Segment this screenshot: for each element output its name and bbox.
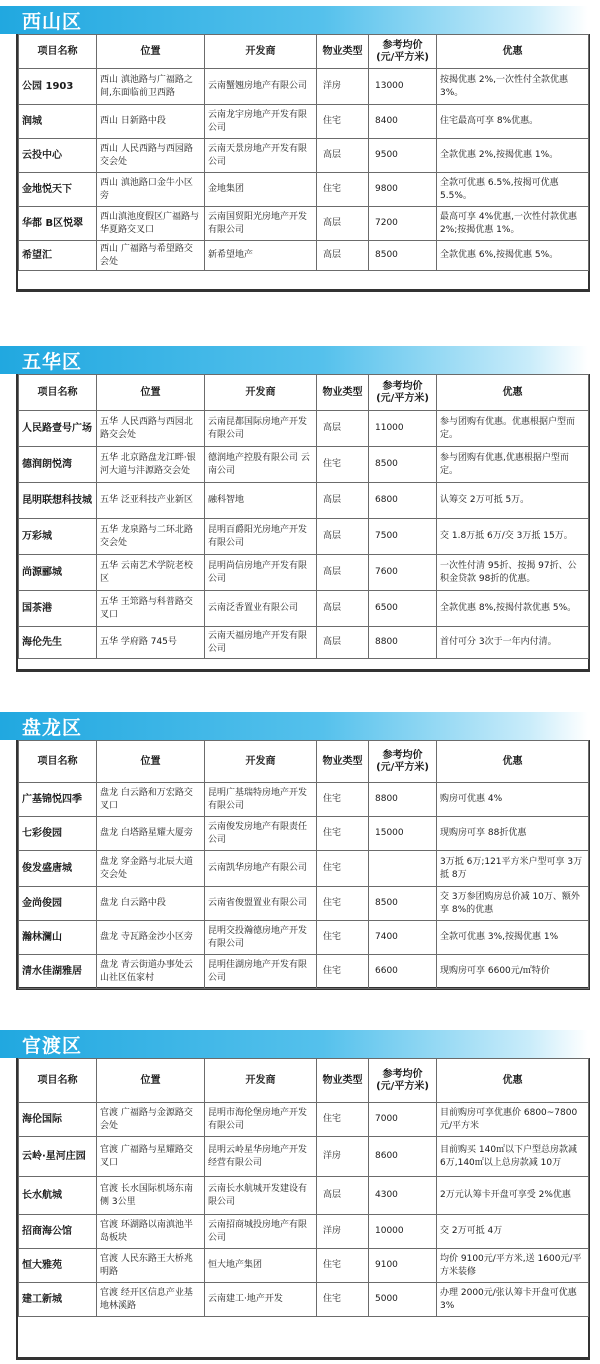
project-name-cell: 金地悦天下 — [19, 173, 97, 207]
reference-price-cell: 6500 — [369, 591, 437, 627]
reference-price-cell: 15000 — [369, 817, 437, 851]
header-developer: 开发商 — [205, 375, 317, 411]
section-banner — [0, 6, 588, 34]
developer-cell: 云南昆都国际房地产开发有限公司 — [205, 411, 317, 447]
table-row — [19, 69, 589, 105]
table-row — [19, 591, 589, 627]
table-frame — [16, 1058, 590, 1360]
reference-price-cell: 9800 — [369, 173, 437, 207]
table-row — [19, 955, 589, 989]
property-type-cell: 高层 — [317, 1177, 369, 1215]
header-project-name: 项目名称 — [19, 1059, 97, 1103]
project-name-cell: 长水航城 — [19, 1177, 97, 1215]
property-type-cell: 住宅 — [317, 921, 369, 955]
reference-price-cell: 7600 — [369, 555, 437, 591]
developer-cell: 新希望地产 — [205, 241, 317, 271]
header-location: 位置 — [97, 1059, 205, 1103]
location-cell: 西山滇池度假区广福路与华夏路交叉口 — [97, 207, 205, 241]
project-name-cell: 广基锦悦四季 — [19, 783, 97, 817]
reference-price-cell: 8800 — [369, 627, 437, 659]
table-row — [19, 519, 589, 555]
reference-price-cell: 6600 — [369, 955, 437, 989]
table-row — [19, 555, 589, 591]
reference-price-cell: 13000 — [369, 69, 437, 105]
table-row — [19, 1137, 589, 1177]
developer-cell: 云南龙宇房地产开发有限公司 — [205, 105, 317, 139]
developer-cell: 云南蟹翘房地产有限公司 — [205, 69, 317, 105]
property-type-cell: 高层 — [317, 519, 369, 555]
project-table — [18, 374, 589, 659]
project-name-cell: 润城 — [19, 105, 97, 139]
reference-price-cell: 4300 — [369, 1177, 437, 1215]
project-name-cell: 云岭·星河庄园 — [19, 1137, 97, 1177]
table-row — [19, 241, 589, 271]
header-reference-price: 参考均价 (元/平方米) — [369, 35, 437, 69]
location-cell: 五华 王筇路与科普路交叉口 — [97, 591, 205, 627]
location-cell: 盘龙 白云路中段 — [97, 887, 205, 921]
header-developer: 开发商 — [205, 35, 317, 69]
table-row — [19, 627, 589, 659]
property-type-cell: 住宅 — [317, 817, 369, 851]
promotion-cell: 现购房可享 88折优惠 — [437, 817, 589, 851]
promotion-cell: 住宅最高可享 8%优惠。 — [437, 105, 589, 139]
location-cell: 官渡 经开区信息产业基地林溪路 — [97, 1283, 205, 1317]
location-cell: 五华 云南艺术学院老校区 — [97, 555, 205, 591]
section-banner — [0, 712, 588, 740]
reference-price-cell: 11000 — [369, 411, 437, 447]
developer-cell: 云南省俊盟置业有限公司 — [205, 887, 317, 921]
section-guandu — [0, 1030, 600, 1311]
developer-cell: 昆明交投瀚德房地产开发有限公司 — [205, 921, 317, 955]
reference-price-cell: 5000 — [369, 1283, 437, 1317]
developer-cell: 昆明广基瑞特房地产开发有限公司 — [205, 783, 317, 817]
header-promotion: 优惠 — [437, 1059, 589, 1103]
promotion-cell: 购房可优惠 4% — [437, 783, 589, 817]
table-row — [19, 1249, 589, 1283]
table-row — [19, 139, 589, 173]
project-name-cell: 恒大雅苑 — [19, 1249, 97, 1283]
property-type-cell: 高层 — [317, 483, 369, 519]
project-name-cell: 华都 B区悦翠 — [19, 207, 97, 241]
reference-price-cell: 8500 — [369, 447, 437, 483]
table-frame — [16, 34, 590, 292]
location-cell: 西山 滇池路与广福路之间,东面临前卫西路 — [97, 69, 205, 105]
promotion-cell: 一次性付清 95折、按揭 97折、公积金贷款 98折的优惠。 — [437, 555, 589, 591]
header-property-type: 物业类型 — [317, 1059, 369, 1103]
table-header-row — [19, 741, 589, 783]
promotion-cell: 目前购买 140㎡以下户型总房款减 6万,140㎡以上总房款减 10万 — [437, 1137, 589, 1177]
promotion-cell: 全款优惠 8%,按揭付款优惠 5%。 — [437, 591, 589, 627]
promotion-cell: 认筹交 2万可抵 5万。 — [437, 483, 589, 519]
developer-cell: 融科智地 — [205, 483, 317, 519]
project-name-cell: 俊发盛唐城 — [19, 851, 97, 887]
promotion-cell: 现购房可享 6600元/㎡特价 — [437, 955, 589, 989]
developer-cell: 云南泛香置业有限公司 — [205, 591, 317, 627]
reference-price-cell: 8600 — [369, 1137, 437, 1177]
property-type-cell: 住宅 — [317, 105, 369, 139]
developer-cell: 云南俊发房地产有限责任公司 — [205, 817, 317, 851]
developer-cell: 恒大地产集团 — [205, 1249, 317, 1283]
header-location: 位置 — [97, 375, 205, 411]
property-type-cell: 洋房 — [317, 1137, 369, 1177]
promotion-cell: 参与团购有优惠,优惠根据户型而定。 — [437, 447, 589, 483]
location-cell: 盘龙 白塔路星耀大厦旁 — [97, 817, 205, 851]
location-cell: 官渡 人民东路王大桥兆明路 — [97, 1249, 205, 1283]
promotion-cell: 交 3万参团购房总价减 10万、额外享 8%的优惠 — [437, 887, 589, 921]
promotion-cell: 2万元认筹卡开盘可享受 2%优惠 — [437, 1177, 589, 1215]
property-type-cell: 住宅 — [317, 1283, 369, 1317]
table-row — [19, 1177, 589, 1215]
table-frame — [16, 740, 590, 990]
property-type-cell: 住宅 — [317, 851, 369, 887]
location-cell: 五华 北京路盘龙江畔·银河大道与沣源路交会处 — [97, 447, 205, 483]
developer-cell: 云南建工·地产开发 — [205, 1283, 317, 1317]
project-table — [18, 740, 589, 989]
header-project-name: 项目名称 — [19, 375, 97, 411]
header-promotion: 优惠 — [437, 375, 589, 411]
promotion-cell: 首付可分 3次于一年内付清。 — [437, 627, 589, 659]
header-property-type: 物业类型 — [317, 741, 369, 783]
table-row — [19, 207, 589, 241]
promotion-cell: 参与团购有优惠。优惠根据户型而定。 — [437, 411, 589, 447]
location-cell: 盘龙 穿金路与北辰大道交会处 — [97, 851, 205, 887]
header-project-name: 项目名称 — [19, 741, 97, 783]
project-name-cell: 云投中心 — [19, 139, 97, 173]
reference-price-cell: 8500 — [369, 887, 437, 921]
section-xishan — [0, 6, 600, 267]
project-table — [18, 34, 589, 271]
developer-cell: 昆明云岭星华房地产开发经营有限公司 — [205, 1137, 317, 1177]
table-row — [19, 1103, 589, 1137]
table-row — [19, 1215, 589, 1249]
header-developer: 开发商 — [205, 1059, 317, 1103]
promotion-cell: 3万抵 6万;121平方米户型可享 3万抵 8万 — [437, 851, 589, 887]
developer-cell: 云南凯华房地产有限公司 — [205, 851, 317, 887]
promotion-cell: 全款优惠 2%,按揭优惠 1%。 — [437, 139, 589, 173]
table-row — [19, 921, 589, 955]
table-row — [19, 447, 589, 483]
section-title: 五华区 — [22, 350, 83, 373]
developer-cell: 昆明百爵阳光房地产开发有限公司 — [205, 519, 317, 555]
promotion-cell: 全款优惠 6%,按揭优惠 5%。 — [437, 241, 589, 271]
project-name-cell: 清水佳湖雅居 — [19, 955, 97, 989]
property-type-cell: 住宅 — [317, 173, 369, 207]
property-type-cell: 洋房 — [317, 69, 369, 105]
location-cell: 五华 泛亚科技产业新区 — [97, 483, 205, 519]
table-row — [19, 887, 589, 921]
location-cell: 盘龙 青云街道办事处云山社区伍家村 — [97, 955, 205, 989]
developer-cell: 云南长水航城开发建设有限公司 — [205, 1177, 317, 1215]
reference-price-cell: 8800 — [369, 783, 437, 817]
location-cell: 西山 滇池路口金牛小区旁 — [97, 173, 205, 207]
header-property-type: 物业类型 — [317, 35, 369, 69]
location-cell: 官渡 广福路与金源路交会处 — [97, 1103, 205, 1137]
reference-price-cell: 8500 — [369, 241, 437, 271]
table-frame — [16, 374, 590, 672]
reference-price-cell: 9500 — [369, 139, 437, 173]
table-header-row — [19, 1059, 589, 1103]
property-type-cell: 高层 — [317, 139, 369, 173]
property-type-cell: 高层 — [317, 241, 369, 271]
section-banner — [0, 346, 588, 374]
table-row — [19, 817, 589, 851]
project-name-cell: 海伦先生 — [19, 627, 97, 659]
reference-price-cell: 7200 — [369, 207, 437, 241]
location-cell: 官渡 长水国际机场东南侧 3公里 — [97, 1177, 205, 1215]
property-type-cell: 住宅 — [317, 887, 369, 921]
project-name-cell: 海伦国际 — [19, 1103, 97, 1137]
location-cell: 官渡 广福路与星耀路交叉口 — [97, 1137, 205, 1177]
location-cell: 西山 日新路中段 — [97, 105, 205, 139]
location-cell: 盘龙 白云路和万宏路交叉口 — [97, 783, 205, 817]
header-reference-price: 参考均价 (元/平方米) — [369, 741, 437, 783]
section-wuhua — [0, 346, 600, 654]
table-row — [19, 1283, 589, 1317]
header-property-type: 物业类型 — [317, 375, 369, 411]
table-header-row — [19, 35, 589, 69]
reference-price-cell: 7000 — [369, 1103, 437, 1137]
promotion-cell: 最高可享 4%优惠,一次性付款优惠 2%;按揭优惠 1%。 — [437, 207, 589, 241]
project-name-cell: 尚源郦城 — [19, 555, 97, 591]
header-promotion: 优惠 — [437, 741, 589, 783]
reference-price-cell: 7500 — [369, 519, 437, 555]
table-row — [19, 851, 589, 887]
developer-cell: 云南国贸阳光房地产开发有限公司 — [205, 207, 317, 241]
promotion-cell: 按揭优惠 2%,一次性付全款优惠 3%。 — [437, 69, 589, 105]
project-name-cell: 希望汇 — [19, 241, 97, 271]
promotion-cell: 交 1.8万抵 6万/交 3万抵 15万。 — [437, 519, 589, 555]
developer-cell: 昆明佳湖房地产开发有限公司 — [205, 955, 317, 989]
section-title: 官渡区 — [22, 1034, 83, 1057]
project-name-cell: 金尚俊园 — [19, 887, 97, 921]
property-type-cell: 住宅 — [317, 955, 369, 989]
promotion-cell: 交 2万可抵 4万 — [437, 1215, 589, 1249]
section-panlong — [0, 712, 600, 983]
developer-cell: 金地集团 — [205, 173, 317, 207]
property-type-cell: 高层 — [317, 627, 369, 659]
header-reference-price: 参考均价 (元/平方米) — [369, 1059, 437, 1103]
location-cell: 西山 广福路与希望路交会处 — [97, 241, 205, 271]
property-type-cell: 高层 — [317, 591, 369, 627]
table-header-row — [19, 375, 589, 411]
property-type-cell: 住宅 — [317, 447, 369, 483]
section-title: 西山区 — [22, 10, 83, 33]
location-cell: 西山 人民西路与西园路交会处 — [97, 139, 205, 173]
project-name-cell: 公园 1903 — [19, 69, 97, 105]
location-cell: 五华 龙泉路与二环北路交会处 — [97, 519, 205, 555]
property-type-cell: 洋房 — [317, 1215, 369, 1249]
header-promotion: 优惠 — [437, 35, 589, 69]
location-cell: 盘龙 寺瓦路金沙小区旁 — [97, 921, 205, 955]
header-reference-price: 参考均价 (元/平方米) — [369, 375, 437, 411]
promotion-cell: 全款可优惠 3%,按揭优惠 1% — [437, 921, 589, 955]
header-project-name: 项目名称 — [19, 35, 97, 69]
developer-cell: 昆明市海伦堡房地产开发有限公司 — [205, 1103, 317, 1137]
developer-cell: 昆明尚信房地产开发有限公司 — [205, 555, 317, 591]
developer-cell: 云南天福房地产开发有限公司 — [205, 627, 317, 659]
project-name-cell: 万彩城 — [19, 519, 97, 555]
section-banner — [0, 1030, 588, 1058]
promotion-cell: 均价 9100元/平方米,送 1600元/平方米装修 — [437, 1249, 589, 1283]
reference-price-cell: 6800 — [369, 483, 437, 519]
property-type-cell: 高层 — [317, 207, 369, 241]
reference-price-cell — [369, 851, 437, 887]
project-name-cell: 德润朗悦湾 — [19, 447, 97, 483]
developer-cell: 云南招商城投房地产有限公司 — [205, 1215, 317, 1249]
reference-price-cell: 10000 — [369, 1215, 437, 1249]
reference-price-cell: 9100 — [369, 1249, 437, 1283]
table-row — [19, 483, 589, 519]
property-type-cell: 住宅 — [317, 783, 369, 817]
developer-cell: 云南天景房地产开发有限公司 — [205, 139, 317, 173]
project-name-cell: 建工新城 — [19, 1283, 97, 1317]
location-cell: 官渡 环湖路以南滇池半岛板块 — [97, 1215, 205, 1249]
project-name-cell: 国茶港 — [19, 591, 97, 627]
reference-price-cell: 7400 — [369, 921, 437, 955]
project-name-cell: 瀚林澜山 — [19, 921, 97, 955]
table-row — [19, 105, 589, 139]
project-name-cell: 昆明联想科技城 — [19, 483, 97, 519]
location-cell: 五华 人民西路与西园北路交会处 — [97, 411, 205, 447]
header-developer: 开发商 — [205, 741, 317, 783]
developer-cell: 德润地产控股有限公司 云南公司 — [205, 447, 317, 483]
section-title: 盘龙区 — [22, 716, 83, 739]
header-location: 位置 — [97, 35, 205, 69]
project-name-cell: 招商海公馆 — [19, 1215, 97, 1249]
table-row — [19, 411, 589, 447]
table-row — [19, 173, 589, 207]
promotion-cell: 办理 2000元/张认筹卡开盘可优惠 3% — [437, 1283, 589, 1317]
table-row — [19, 783, 589, 817]
project-name-cell: 七彩俊园 — [19, 817, 97, 851]
project-table — [18, 1058, 589, 1317]
property-type-cell: 高层 — [317, 555, 369, 591]
location-cell: 五华 学府路 745号 — [97, 627, 205, 659]
property-type-cell: 高层 — [317, 411, 369, 447]
property-type-cell: 住宅 — [317, 1103, 369, 1137]
reference-price-cell: 8400 — [369, 105, 437, 139]
header-location: 位置 — [97, 741, 205, 783]
promotion-cell: 全款可优惠 6.5%,按揭可优惠 5.5%。 — [437, 173, 589, 207]
project-name-cell: 人民路壹号广场 — [19, 411, 97, 447]
property-type-cell: 住宅 — [317, 1249, 369, 1283]
promotion-cell: 目前购房可享优惠价 6800~7800元/平方米 — [437, 1103, 589, 1137]
